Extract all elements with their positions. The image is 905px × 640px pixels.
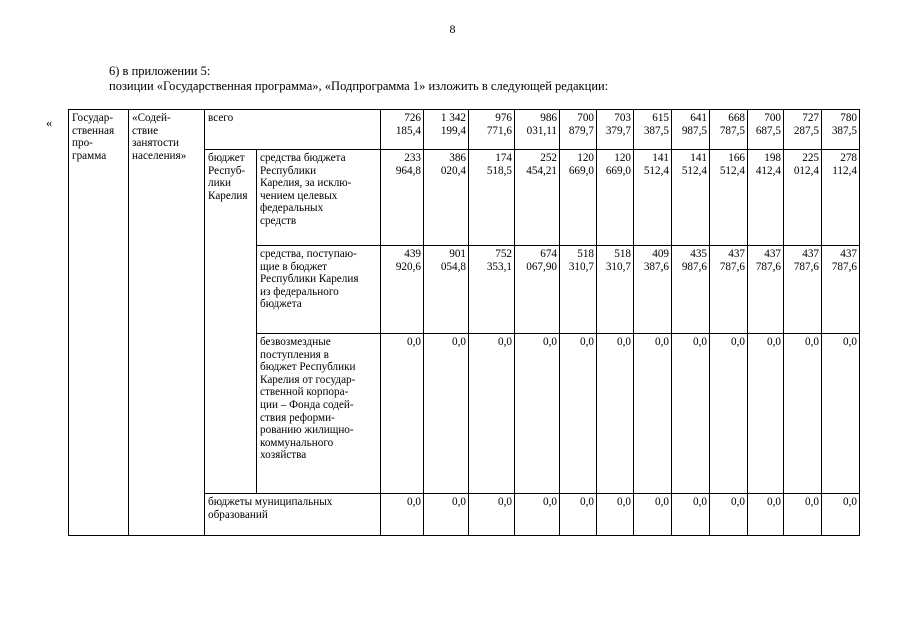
value-text: 0,0 xyxy=(580,496,594,508)
value-text: 0,0 xyxy=(843,336,857,348)
value-cell xyxy=(634,150,672,246)
value-text: 141 xyxy=(690,152,707,164)
value-text: 668 xyxy=(728,112,745,124)
value-cell xyxy=(784,334,822,494)
value-text: 387,5 xyxy=(831,124,857,137)
value-cell xyxy=(748,110,784,150)
value-text: 031,11 xyxy=(526,124,557,137)
value-cell xyxy=(515,150,560,246)
value-cell xyxy=(822,334,860,494)
value-cell xyxy=(469,110,515,150)
value-text: 669,0 xyxy=(568,164,594,177)
value-text: 752 xyxy=(495,248,512,260)
value-cell xyxy=(560,246,597,334)
value-text: 920,6 xyxy=(395,260,421,273)
value-cell xyxy=(424,150,469,246)
value-cell xyxy=(710,150,748,246)
value-text: 310,7 xyxy=(568,260,594,273)
value-text: 379,7 xyxy=(605,124,631,137)
value-cell xyxy=(634,334,672,494)
value-text: 278 xyxy=(840,152,857,164)
value-text: 0,0 xyxy=(543,336,557,348)
value-text: 454,21 xyxy=(526,164,557,177)
value-text: 512,4 xyxy=(643,164,669,177)
value-cell xyxy=(784,494,822,536)
row-label-fund-transfers: безвозмездные поступления в бюджет Республики Карелия от государ- ственной корпора- ции – Фонда содей- ствия реформи- рованию жилищно- коммунального хозяйства xyxy=(257,334,381,494)
value-text: 787,6 xyxy=(831,260,857,273)
value-text: 700 xyxy=(764,112,781,124)
value-text: 435 xyxy=(690,248,707,260)
value-text: 0,0 xyxy=(407,336,421,348)
intro-line-2: позиции «Государственная программа», «Подпрограмма 1» изложить в следующей редакции: xyxy=(109,79,609,93)
value-text: 353,1 xyxy=(486,260,512,273)
value-text: 199,4 xyxy=(440,124,466,137)
value-cell xyxy=(515,494,560,536)
value-text: 0,0 xyxy=(655,336,669,348)
budget-table xyxy=(68,109,860,536)
value-cell xyxy=(381,110,424,150)
value-text: 0,0 xyxy=(407,496,421,508)
value-text: 986 xyxy=(540,112,557,124)
value-cell xyxy=(597,150,634,246)
value-text: 141 xyxy=(652,152,669,164)
value-cell xyxy=(672,246,710,334)
value-text: 437 xyxy=(728,248,745,260)
value-cell xyxy=(424,246,469,334)
value-text: 437 xyxy=(802,248,819,260)
value-text: 120 xyxy=(577,152,594,164)
value-cell xyxy=(748,494,784,536)
value-cell xyxy=(710,110,748,150)
value-text: 787,6 xyxy=(755,260,781,273)
value-text: 233 xyxy=(404,152,421,164)
value-cell xyxy=(672,110,710,150)
value-text: 771,6 xyxy=(486,124,512,137)
value-text: 687,5 xyxy=(755,124,781,137)
value-text: 0,0 xyxy=(498,496,512,508)
value-cell xyxy=(672,334,710,494)
source-group-cell: бюджет Респуб- лики Карелия xyxy=(205,150,257,494)
value-text: 185,4 xyxy=(395,124,421,137)
value-text: 0,0 xyxy=(617,496,631,508)
value-text: 0,0 xyxy=(693,336,707,348)
value-cell xyxy=(424,110,469,150)
intro-line-1: 6) в приложении 5: xyxy=(109,64,211,78)
value-cell xyxy=(560,494,597,536)
value-text: 387,6 xyxy=(643,260,669,273)
intro-text xyxy=(109,64,608,94)
value-text: 310,7 xyxy=(605,260,631,273)
value-cell xyxy=(597,334,634,494)
value-cell xyxy=(672,494,710,536)
value-text: 020,4 xyxy=(440,164,466,177)
value-text: 166 xyxy=(728,152,745,164)
value-cell xyxy=(710,246,748,334)
value-text: 700 xyxy=(577,112,594,124)
value-text: 674 xyxy=(540,248,557,260)
value-cell xyxy=(560,110,597,150)
value-text: 0,0 xyxy=(693,496,707,508)
value-cell xyxy=(748,246,784,334)
value-text: 437 xyxy=(764,248,781,260)
value-cell xyxy=(469,494,515,536)
value-text: 726 xyxy=(404,112,421,124)
value-cell xyxy=(822,246,860,334)
value-cell xyxy=(784,150,822,246)
value-cell xyxy=(710,494,748,536)
value-text: 518,5 xyxy=(486,164,512,177)
row-label-regional-budget: средства бюджета Республики Карелия, за исклю- чением целевых федеральных средств xyxy=(257,150,381,246)
value-cell xyxy=(672,150,710,246)
value-cell xyxy=(381,150,424,246)
value-text: 518 xyxy=(614,248,631,260)
value-cell xyxy=(469,150,515,246)
value-text: 0,0 xyxy=(452,336,466,348)
value-cell xyxy=(822,110,860,150)
value-cell xyxy=(424,494,469,536)
value-text: 0,0 xyxy=(655,496,669,508)
value-text: 412,4 xyxy=(755,164,781,177)
value-text: 386 xyxy=(449,152,466,164)
value-cell xyxy=(469,334,515,494)
value-cell xyxy=(515,334,560,494)
value-cell xyxy=(822,150,860,246)
value-text: 987,6 xyxy=(681,260,707,273)
value-text: 225 xyxy=(802,152,819,164)
value-text: 0,0 xyxy=(543,496,557,508)
value-cell xyxy=(597,110,634,150)
value-text: 787,6 xyxy=(719,260,745,273)
value-text: 0,0 xyxy=(767,336,781,348)
value-text: 112,4 xyxy=(832,164,857,177)
value-text: 976 xyxy=(495,112,512,124)
value-text: 174 xyxy=(495,152,512,164)
value-cell xyxy=(560,150,597,246)
value-text: 780 xyxy=(840,112,857,124)
value-text: 669,0 xyxy=(605,164,631,177)
value-text: 964,8 xyxy=(395,164,421,177)
value-cell xyxy=(710,334,748,494)
value-cell xyxy=(381,494,424,536)
value-text: 0,0 xyxy=(805,496,819,508)
value-cell xyxy=(634,246,672,334)
value-cell xyxy=(822,494,860,536)
value-cell xyxy=(381,334,424,494)
value-text: 987,5 xyxy=(681,124,707,137)
value-text: 252 xyxy=(540,152,557,164)
opening-quote-mark: « xyxy=(46,116,53,130)
value-cell xyxy=(748,150,784,246)
value-text: 0,0 xyxy=(843,496,857,508)
value-text: 879,7 xyxy=(568,124,594,137)
value-cell xyxy=(597,494,634,536)
value-text: 1 342 xyxy=(440,112,466,124)
value-text: 0,0 xyxy=(452,496,466,508)
value-text: 439 xyxy=(404,248,421,260)
value-text: 518 xyxy=(577,248,594,260)
value-text: 387,5 xyxy=(643,124,669,137)
value-cell xyxy=(515,110,560,150)
value-cell xyxy=(784,110,822,150)
value-text: 0,0 xyxy=(580,336,594,348)
value-text: 0,0 xyxy=(805,336,819,348)
value-text: 0,0 xyxy=(617,336,631,348)
value-text: 198 xyxy=(764,152,781,164)
value-text: 437 xyxy=(840,248,857,260)
value-cell xyxy=(784,246,822,334)
value-text: 787,6 xyxy=(793,260,819,273)
value-text: 615 xyxy=(652,112,669,124)
value-text: 0,0 xyxy=(498,336,512,348)
value-cell xyxy=(560,334,597,494)
value-text: 287,5 xyxy=(793,124,819,137)
value-cell xyxy=(597,246,634,334)
table-row xyxy=(69,110,860,150)
row-label-total: всего xyxy=(205,110,381,150)
program-status-cell: Государ- ственная про- грамма xyxy=(69,110,129,536)
value-text: 512,4 xyxy=(719,164,745,177)
value-text: 641 xyxy=(690,112,707,124)
value-cell xyxy=(634,110,672,150)
value-text: 012,4 xyxy=(793,164,819,177)
program-name-cell: «Содей- ствие занятости населения» xyxy=(129,110,205,536)
value-cell xyxy=(748,334,784,494)
value-text: 409 xyxy=(652,248,669,260)
value-text: 787,5 xyxy=(719,124,745,137)
value-text: 512,4 xyxy=(681,164,707,177)
value-text: 901 xyxy=(449,248,466,260)
value-text: 703 xyxy=(614,112,631,124)
value-cell xyxy=(381,246,424,334)
value-text: 0,0 xyxy=(731,336,745,348)
value-cell xyxy=(515,246,560,334)
value-text: 054,8 xyxy=(440,260,466,273)
value-text: 0,0 xyxy=(767,496,781,508)
value-cell xyxy=(634,494,672,536)
value-cell xyxy=(469,246,515,334)
value-text: 727 xyxy=(802,112,819,124)
value-cell xyxy=(424,334,469,494)
value-text: 067,90 xyxy=(526,260,557,273)
row-label-federal-transfers: средства, поступаю- щие в бюджет Республики Карелия из федерального бюджета xyxy=(257,246,381,334)
value-text: 0,0 xyxy=(731,496,745,508)
page-number: 8 xyxy=(449,22,456,36)
value-text: 120 xyxy=(614,152,631,164)
row-label-municipal-budgets: бюджеты муниципальных образований xyxy=(205,494,381,536)
